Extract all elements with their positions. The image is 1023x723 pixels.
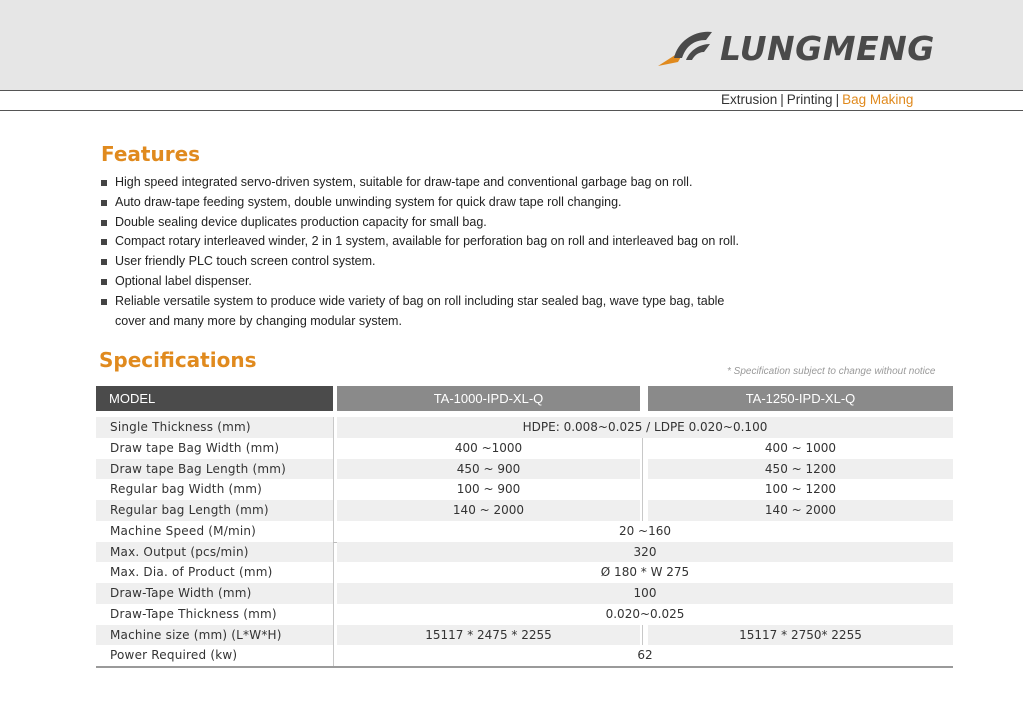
- row-label: Max. Output (pcs/min): [96, 542, 333, 563]
- header-rule-top: [0, 90, 1023, 91]
- table-row: [96, 583, 953, 604]
- table-row: [96, 645, 953, 666]
- row-value: 62: [637, 648, 653, 663]
- row-label: Max. Dia. of Product (mm): [110, 565, 273, 580]
- square-bullet-icon: [101, 220, 107, 226]
- row-value-model-2: 450 ~ 1200: [648, 459, 953, 480]
- feature-item: [101, 252, 941, 272]
- square-bullet-icon: [101, 259, 107, 265]
- tagline-separator: |: [780, 92, 784, 107]
- lungmeng-swoosh-icon: [656, 28, 714, 68]
- row-label: Machine size (mm) (L*W*H): [96, 625, 333, 646]
- specifications-title: Specifications: [99, 348, 257, 372]
- row-value-model-2: 140 ~ 2000: [648, 500, 953, 521]
- feature-text: Reliable versatile system to produce wide variety of bag on roll including star sealed bag, wave type bag, table cover and many more by changing modular system.: [115, 293, 725, 328]
- table-row: [96, 521, 953, 542]
- header-rule-bottom: [0, 110, 1023, 111]
- row-label: Power Required (kw): [110, 648, 238, 663]
- tagline-bag-making: Bag Making: [842, 92, 914, 107]
- square-bullet-icon: [101, 200, 107, 206]
- header-model-1: TA-1000-IPD-XL-Q: [337, 386, 640, 411]
- feature-item: [101, 272, 941, 292]
- row-value: HDPE: 0.008~0.025 / LDPE 0.020~0.100: [337, 417, 953, 438]
- features-title: Features: [101, 142, 201, 166]
- table-row: [96, 417, 953, 438]
- spec-notice: * Specification subject to change without notice: [727, 366, 936, 377]
- table-row: [96, 604, 953, 625]
- square-bullet-icon: [101, 279, 107, 285]
- tagline-printing: Printing: [786, 92, 833, 107]
- row-value-model-1: 15117 * 2475 * 2255: [337, 625, 640, 646]
- spec-rows: [96, 417, 953, 666]
- row-label: Single Thickness (mm): [96, 417, 333, 438]
- row-value-model-1: 400 ~1000: [454, 440, 523, 455]
- square-bullet-icon: [101, 299, 107, 305]
- square-bullet-icon: [101, 239, 107, 245]
- row-value: 320: [337, 542, 953, 563]
- header-model-2: TA-1250-IPD-XL-Q: [648, 386, 953, 411]
- row-label: Draw-Tape Thickness (mm): [110, 606, 277, 621]
- row-label: Draw tape Bag Length (mm): [96, 459, 333, 480]
- row-value: 20 ~160: [618, 523, 672, 538]
- feature-item: [101, 193, 941, 213]
- square-bullet-icon: [101, 180, 107, 186]
- feature-item: [101, 173, 941, 193]
- table-row: [96, 500, 953, 521]
- feature-text: Double sealing device duplicates production capacity for small bag.: [115, 214, 487, 229]
- feature-text: Auto draw-tape feeding system, double unwinding system for quick draw tape roll changing.: [115, 194, 622, 209]
- table-row: [96, 542, 953, 563]
- row-label: Machine Speed (M/min): [110, 523, 257, 538]
- spec-table-header: [96, 386, 953, 411]
- feature-text: Compact rotary interleaved winder, 2 in 1 system, available for perforation bag on roll and interleaved bag on roll.: [115, 234, 739, 249]
- row-value-model-1: 100 ~ 900: [456, 482, 521, 497]
- row-label: Regular bag Length (mm): [96, 500, 333, 521]
- feature-text: Optional label dispenser.: [115, 273, 252, 288]
- row-value: 100: [337, 583, 953, 604]
- table-row: [96, 459, 953, 480]
- header-model: MODEL: [96, 386, 333, 411]
- row-label: Regular bag Width (mm): [110, 482, 263, 497]
- feature-item: [101, 213, 941, 233]
- row-value-model-1: 450 ~ 900: [337, 459, 640, 480]
- tagline-separator: |: [835, 92, 840, 107]
- row-value-model-2: 400 ~ 1000: [764, 440, 837, 455]
- brand-name: LUNGMENG: [720, 28, 935, 68]
- row-value-model-1: 140 ~ 2000: [337, 500, 640, 521]
- brand-logo: [656, 28, 935, 68]
- feature-text: User friendly PLC touch screen control system.: [115, 254, 376, 269]
- feature-text: High speed integrated servo-driven system, suitable for draw-tape and conventional garbage bag on roll.: [115, 175, 693, 189]
- row-value: 0.020~0.025: [605, 606, 685, 621]
- row-value-model-2: 15117 * 2750* 2255: [648, 625, 953, 646]
- row-value: Ø 180 * W 275: [600, 565, 690, 580]
- table-row: [96, 625, 953, 646]
- row-label: Draw tape Bag Width (mm): [110, 440, 280, 455]
- spec-table: [96, 386, 953, 663]
- tagline-extrusion: Extrusion: [721, 92, 778, 107]
- row-value-model-2: 100 ~ 1200: [764, 482, 837, 497]
- table-bottom-rule: [96, 666, 953, 668]
- table-row: [96, 438, 953, 459]
- table-row: [96, 562, 953, 583]
- table-row: [96, 479, 953, 500]
- feature-item: [101, 232, 941, 252]
- tagline: [721, 92, 913, 107]
- features-list: [101, 173, 941, 331]
- row-label: Draw-Tape Width (mm): [96, 583, 333, 604]
- feature-item: [101, 292, 735, 332]
